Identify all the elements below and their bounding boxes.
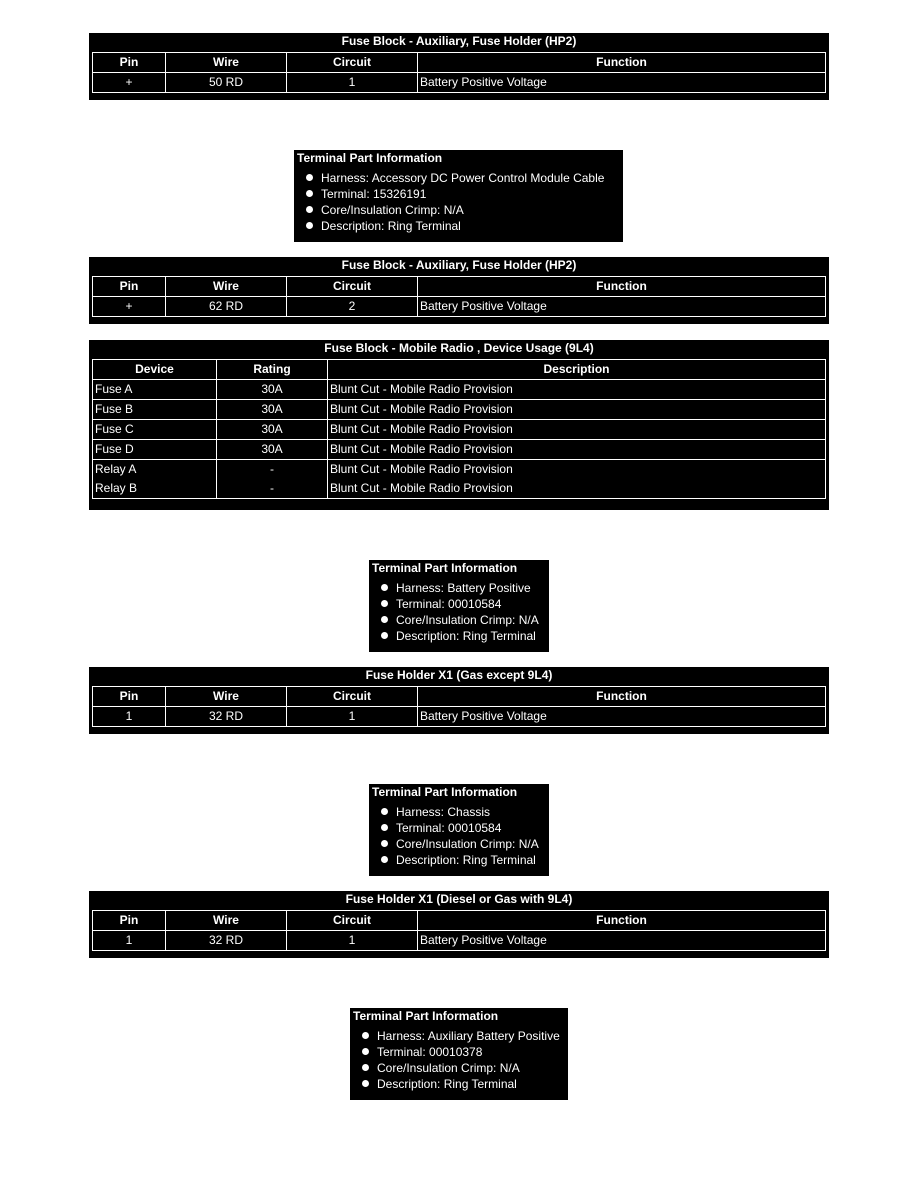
col-header-circuit: Circuit — [287, 911, 418, 931]
list-item-text: Description: Ring Terminal — [321, 219, 461, 233]
list-item-text: Core/Insulation Crimp: N/A — [396, 837, 539, 851]
col-header-description: Description — [328, 360, 826, 380]
cell-function: Battery Positive Voltage — [418, 707, 826, 727]
bullet-icon — [362, 1032, 369, 1039]
list-item-text: Harness: Chassis — [396, 805, 491, 819]
col-header-pin: Pin — [93, 277, 166, 297]
cell-function: Battery Positive Voltage — [418, 297, 826, 317]
bullet-icon — [381, 824, 388, 831]
list-item — [306, 187, 623, 203]
list-item-text: Description: Ring Terminal — [396, 853, 536, 867]
col-header-function: Function — [418, 911, 826, 931]
list-item — [381, 821, 549, 837]
col-header-circuit: Circuit — [287, 687, 418, 707]
cell-rating: 30A — [217, 380, 328, 400]
table-title: Fuse Block - Auxiliary, Fuse Holder (HP2) — [341, 34, 577, 48]
cell-device: Fuse B — [93, 400, 217, 420]
device-table — [92, 359, 826, 499]
cell-pin: 1 — [93, 707, 166, 727]
list-item-text: Harness: Auxiliary Battery Positive — [377, 1029, 560, 1043]
table-row — [93, 400, 826, 420]
bullet-icon — [381, 600, 388, 607]
cell-rating: 30A — [217, 440, 328, 460]
bullet-icon — [381, 632, 388, 639]
cell-rating: - — [217, 479, 328, 499]
list-item-text: Terminal: 00010584 — [396, 597, 502, 611]
cell-pin: + — [93, 73, 166, 93]
table-row — [93, 460, 826, 480]
list-item-text: Terminal: 15326191 — [321, 187, 427, 201]
cell-pin: + — [93, 297, 166, 317]
cell-device: Relay A — [93, 460, 217, 480]
list-item-text: Description: Ring Terminal — [396, 629, 536, 643]
cell-rating: 30A — [217, 420, 328, 440]
header-row — [93, 360, 826, 380]
bullet-icon — [306, 222, 313, 229]
cell-description: Blunt Cut - Mobile Radio Provision — [328, 400, 826, 420]
terminal-part-info-3 — [369, 784, 549, 876]
header-row — [93, 687, 826, 707]
bullet-icon — [306, 174, 313, 181]
cell-circuit: 2 — [287, 297, 418, 317]
col-header-wire: Wire — [166, 687, 287, 707]
col-header-pin: Pin — [93, 687, 166, 707]
list-item-text: Description: Ring Terminal — [377, 1077, 517, 1091]
table-row — [93, 73, 826, 93]
cell-circuit: 1 — [287, 931, 418, 951]
bullet-icon — [362, 1080, 369, 1087]
table-title: Fuse Block - Auxiliary, Fuse Holder (HP2) — [341, 258, 577, 272]
cell-description: Blunt Cut - Mobile Radio Provision — [328, 440, 826, 460]
table-row — [93, 420, 826, 440]
terminal-info-list — [369, 578, 549, 645]
list-item-text: Core/Insulation Crimp: N/A — [396, 613, 539, 627]
table-row — [93, 479, 826, 499]
cell-rating: 30A — [217, 400, 328, 420]
list-item — [381, 853, 549, 869]
terminal-part-info-1 — [294, 150, 623, 242]
list-item-text: Core/Insulation Crimp: N/A — [321, 203, 464, 217]
terminal-info-header: Terminal Part Information — [297, 151, 443, 165]
cell-description: Blunt Cut - Mobile Radio Provision — [328, 380, 826, 400]
cell-wire: 32 RD — [166, 931, 287, 951]
cell-description: Blunt Cut - Mobile Radio Provision — [328, 420, 826, 440]
list-item-text: Harness: Accessory DC Power Control Module Cable — [321, 171, 605, 185]
bullet-icon — [362, 1064, 369, 1071]
terminal-info-list — [350, 1026, 568, 1093]
terminal-part-info-2 — [369, 560, 549, 652]
fuse-block-mobile-radio-table — [89, 340, 829, 510]
header-row — [93, 53, 826, 73]
col-header-function: Function — [418, 277, 826, 297]
pin-table — [92, 910, 826, 951]
header-row — [93, 277, 826, 297]
terminal-info-header: Terminal Part Information — [372, 561, 518, 575]
pin-table — [92, 276, 826, 317]
terminal-part-info-4 — [350, 1008, 568, 1100]
bullet-icon — [381, 584, 388, 591]
cell-wire: 32 RD — [166, 707, 287, 727]
list-item-text: Terminal: 00010584 — [396, 821, 502, 835]
pin-table — [92, 52, 826, 93]
bullet-icon — [306, 206, 313, 213]
terminal-info-list — [294, 168, 623, 235]
fuse-holder-x1-diesel-table — [89, 891, 829, 958]
list-item — [362, 1029, 568, 1045]
bullet-icon — [381, 808, 388, 815]
cell-pin: 1 — [93, 931, 166, 951]
table-row — [93, 297, 826, 317]
col-header-circuit: Circuit — [287, 277, 418, 297]
table-row — [93, 440, 826, 460]
cell-wire: 50 RD — [166, 73, 287, 93]
list-item — [362, 1077, 568, 1093]
table-row — [93, 380, 826, 400]
pin-table — [92, 686, 826, 727]
header-row — [93, 911, 826, 931]
table-title: Fuse Holder X1 (Diesel or Gas with 9L4) — [345, 892, 573, 906]
cell-description: Blunt Cut - Mobile Radio Provision — [328, 479, 826, 499]
col-header-wire: Wire — [166, 911, 287, 931]
list-item — [381, 837, 549, 853]
bullet-icon — [381, 856, 388, 863]
list-item — [362, 1061, 568, 1077]
table-row — [93, 707, 826, 727]
bullet-icon — [381, 616, 388, 623]
terminal-info-header: Terminal Part Information — [372, 785, 518, 799]
list-item — [306, 171, 623, 187]
fuse-block-aux-hp2-table-1 — [89, 33, 829, 100]
cell-device: Fuse D — [93, 440, 217, 460]
bullet-icon — [381, 840, 388, 847]
list-item — [381, 629, 549, 645]
list-item — [306, 203, 623, 219]
list-item — [381, 805, 549, 821]
terminal-info-list — [369, 802, 549, 869]
table-title: Fuse Block - Mobile Radio , Device Usage (9L4) — [324, 341, 594, 355]
cell-device: Fuse A — [93, 380, 217, 400]
list-item — [381, 613, 549, 629]
bullet-icon — [362, 1048, 369, 1055]
list-item-text: Harness: Battery Positive — [396, 581, 531, 595]
col-header-rating: Rating — [217, 360, 328, 380]
col-header-pin: Pin — [93, 911, 166, 931]
table-row — [93, 931, 826, 951]
list-item-text: Terminal: 00010378 — [377, 1045, 483, 1059]
cell-description: Blunt Cut - Mobile Radio Provision — [328, 460, 826, 480]
fuse-block-aux-hp2-table-2 — [89, 257, 829, 324]
fuse-holder-x1-gas-table — [89, 667, 829, 734]
cell-circuit: 1 — [287, 707, 418, 727]
list-item — [306, 219, 623, 235]
cell-function: Battery Positive Voltage — [418, 931, 826, 951]
bullet-icon — [306, 190, 313, 197]
col-header-circuit: Circuit — [287, 53, 418, 73]
col-header-function: Function — [418, 53, 826, 73]
cell-device: Fuse C — [93, 420, 217, 440]
list-item — [381, 581, 549, 597]
col-header-wire: Wire — [166, 277, 287, 297]
cell-circuit: 1 — [287, 73, 418, 93]
cell-wire: 62 RD — [166, 297, 287, 317]
list-item-text: Core/Insulation Crimp: N/A — [377, 1061, 520, 1075]
col-header-pin: Pin — [93, 53, 166, 73]
list-item — [381, 597, 549, 613]
cell-rating: - — [217, 460, 328, 480]
cell-function: Battery Positive Voltage — [418, 73, 826, 93]
cell-device: Relay B — [93, 479, 217, 499]
list-item — [362, 1045, 568, 1061]
col-header-function: Function — [418, 687, 826, 707]
col-header-device: Device — [93, 360, 217, 380]
terminal-info-header: Terminal Part Information — [353, 1009, 499, 1023]
table-title: Fuse Holder X1 (Gas except 9L4) — [365, 668, 553, 682]
col-header-wire: Wire — [166, 53, 287, 73]
